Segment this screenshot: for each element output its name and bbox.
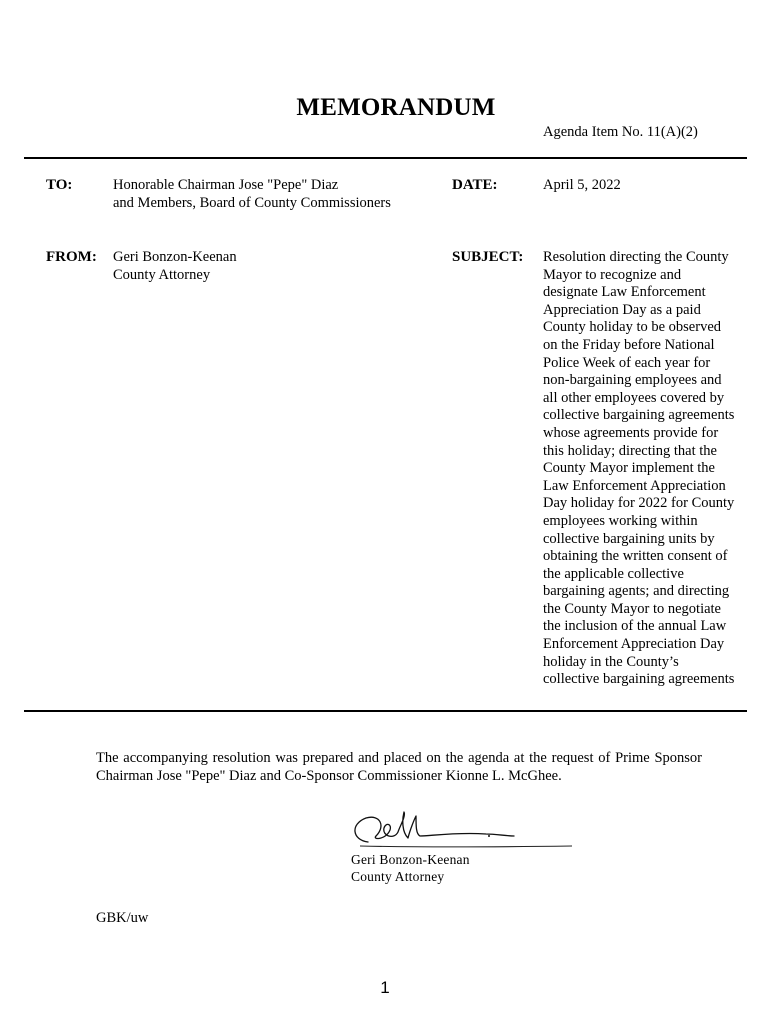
to-recipient xyxy=(113,177,391,212)
subject-text: Resolution directing the County Mayor to recognize and designate Law Enforcement Appreciation Day as a paid County holiday to be observed on the Friday before National Police Week of each year for non-bargaining employees and all other employees covered by collective bargaining agreements whose agreements provide for this holiday; directing that the County Mayor implement the Law Enforcement Appreciation Day holiday for 2022 for County employees working within collective bargaining units by obtaining the written consent of the applicable collective bargaining agents; and directing the County Mayor to negotiate the inclusion of the annual Law Enforcement Appreciation Day holiday in the County’s collective bargaining agreements xyxy=(543,249,735,688)
signatory-title: County Attorney xyxy=(351,869,445,884)
memo-title: MEMORANDUM xyxy=(296,94,496,121)
body-paragraph: The accompanying resolution was prepared and placed on the agenda at the request of Prime Sponsor Chairman Jose "Pepe" Diaz and Co-Sponsor Commissioner Kionne L. McGhee. xyxy=(96,750,702,784)
to-line-1: Honorable Chairman Jose "Pepe" Diaz xyxy=(113,177,339,193)
signatory-name: Geri Bonzon-Keenan xyxy=(351,852,470,867)
date-value: April 5, 2022 xyxy=(543,177,621,193)
to-line-2: and Members, Board of County Commissioners xyxy=(113,194,391,211)
from-sender xyxy=(113,249,237,284)
top-divider xyxy=(24,157,747,159)
subject-label: SUBJECT: xyxy=(452,249,524,265)
from-label: FROM: xyxy=(46,249,97,265)
signature-image xyxy=(346,806,581,854)
signature-block xyxy=(351,851,470,885)
date-label: DATE: xyxy=(452,177,498,193)
from-line-2: County Attorney xyxy=(113,266,211,283)
page-number: 1 xyxy=(380,978,390,997)
to-label: TO: xyxy=(46,177,73,193)
typist-initials: GBK/uw xyxy=(96,910,149,926)
from-line-1: Geri Bonzon-Keenan xyxy=(113,249,237,265)
agenda-item-number: Agenda Item No. 11(A)(2) xyxy=(543,124,698,140)
bottom-divider xyxy=(24,710,747,712)
